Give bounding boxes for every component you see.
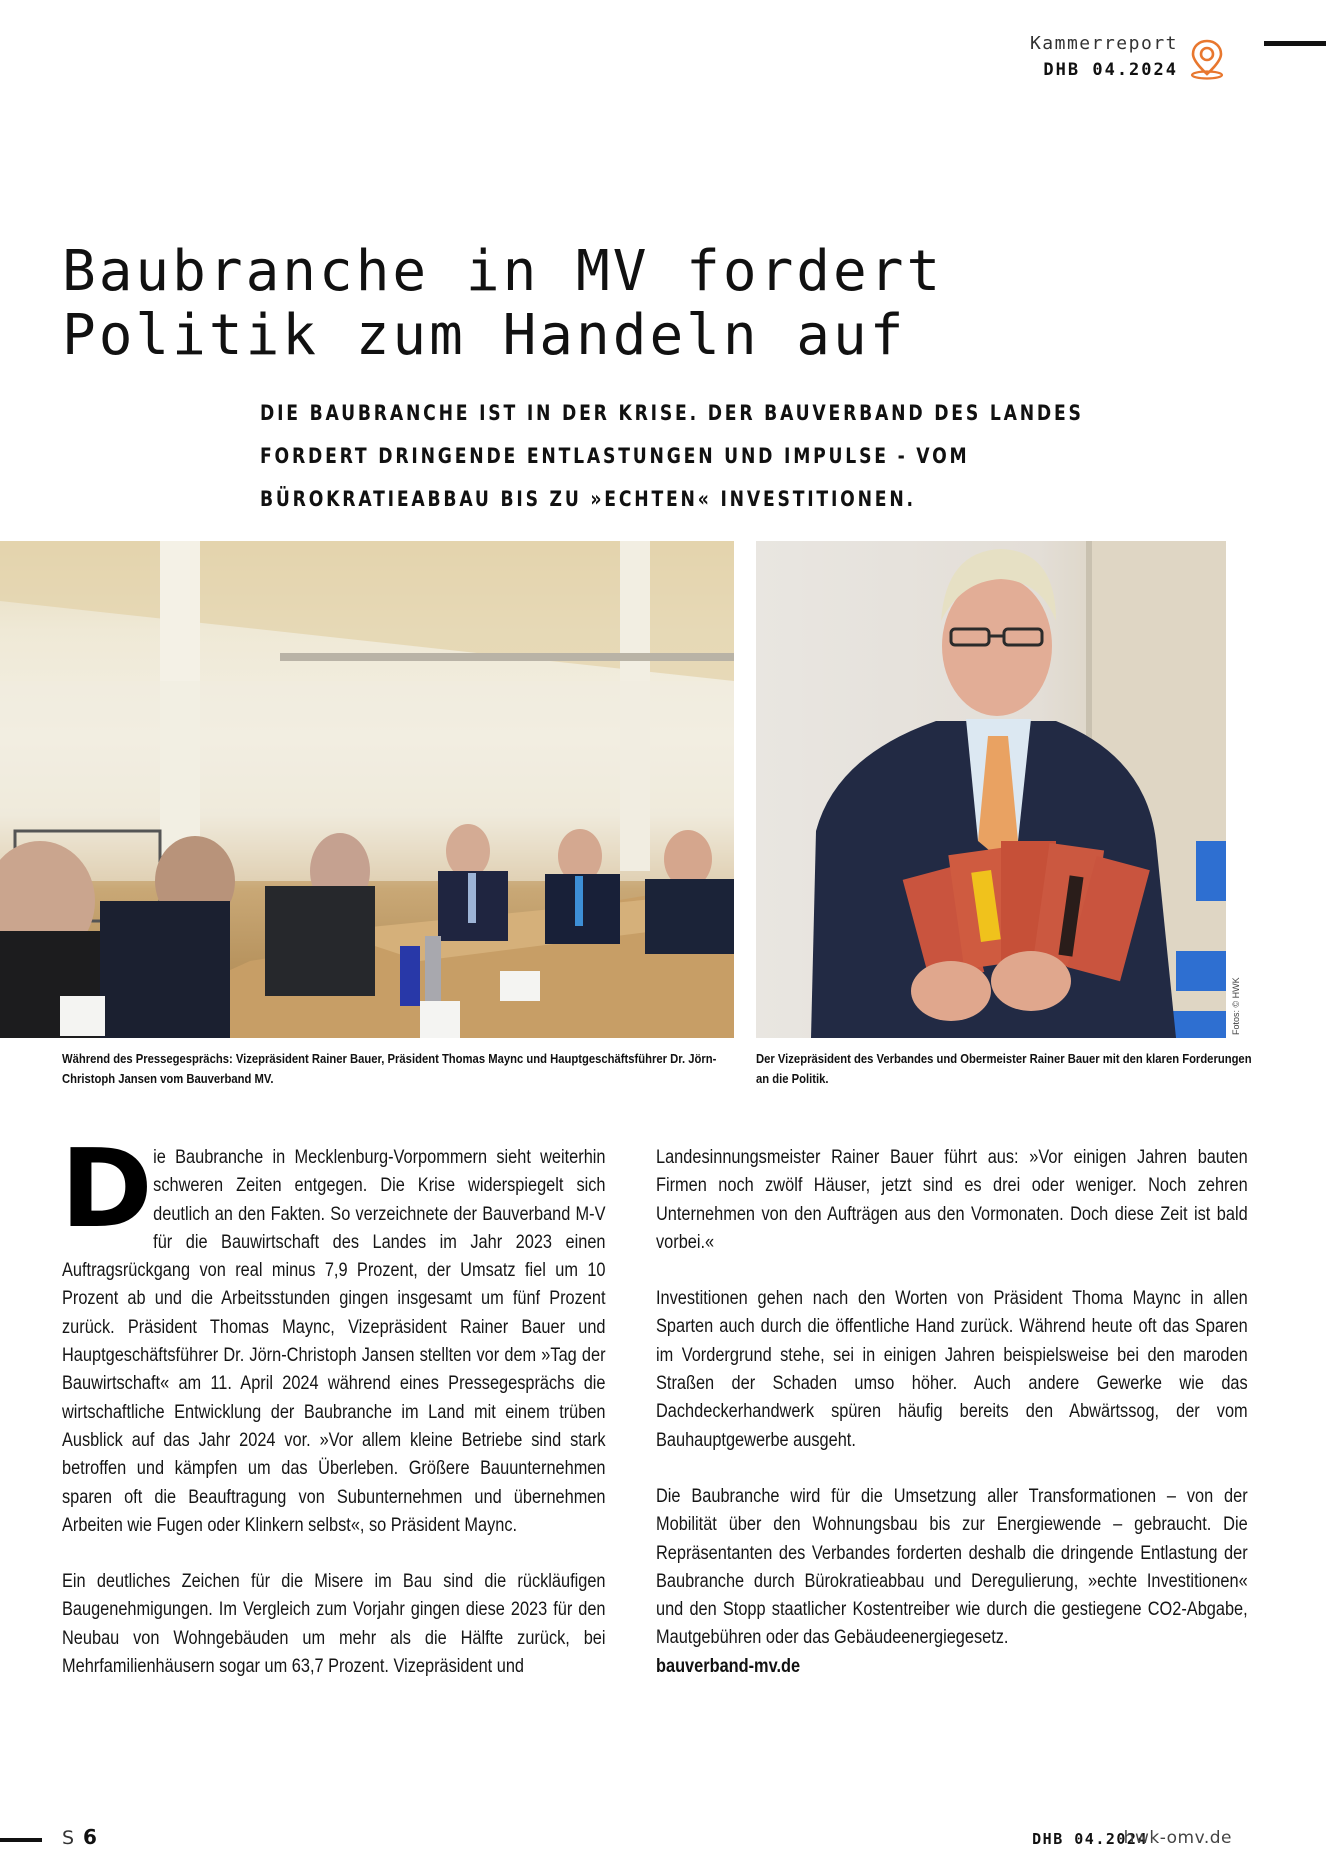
article-lead: DIE BAUBRANCHE IST IN DER KRISE. DER BAUVERBAND DES LANDES FORDERT DRINGENDE ENTLASTUNGEN UND IMPULSE - VOM BÜROKRATIEABBAU BIS ZU »ECHTEN« INVESTITIONEN.	[260, 401, 1084, 511]
body-column-left	[60, 1127, 606, 1709]
page-number: 6	[83, 1825, 97, 1849]
footer-rule	[0, 1838, 42, 1842]
page-prefix: S	[62, 1827, 75, 1849]
header-rule	[1264, 41, 1326, 46]
portrait-illustration	[756, 541, 1226, 1038]
vice-president-portrait-photo	[756, 541, 1226, 1038]
section-label: Kammerreport	[1029, 33, 1178, 54]
body-paragraph: Die Baubranche wird für die Umsetzung aller Transformationen – von der Mobilität über den Wohnungsbau bis zur Energiewende – gebraucht. Die Repräsentanten des Verbandes forderten deshalb die dringende Entlastung der Baubranche durch Bürokratieabbau und Deregulierung, »echte Investitionen« und den Stopp staatlicher Kostentreiber wie durch die gestiegene CO2-Abgabe, Mautgebühren oder das Gebäudeenergiegesetz.	[656, 1485, 1248, 1649]
drop-cap: D	[60, 1127, 153, 1252]
issue-label: DHB 04.2024	[1043, 60, 1178, 80]
title-line-2: Politik zum Handeln auf	[62, 303, 907, 368]
photo-caption-2: Der Vizepräsident des Verbandes und Obermeister Rainer Bauer mit den klaren Forderungen an die Politik.	[756, 1052, 1252, 1086]
title-line-1: Baubranche in MV fordert	[62, 239, 944, 304]
footer-website[interactable]: hwk-omv.de	[1123, 1828, 1232, 1848]
body-paragraph-text: ie Baubranche in Mecklenburg-Vorpommern sieht weiterhin schweren Zeiten entgegen. Die Krise widerspiegelt sich deutlich an den Fakten. So verzeichnete der Bauverband M-V für die Bauwirtschaft des Landes im Jahr 2023 einen Auftragsrückgang von real minus 7,9 Prozent, der Umsatz fiel um 10 Prozent ab und die Arbeitsstunden gingen insgesamt um fünf Prozent zurück. Präsident Thomas Maync, Vizepräsident Rainer Bauer und Hauptgeschäftsführer Dr. Jörn-Christoph Jansen stellten vor dem »Tag der Bauwirtschaft« am 11. April 2024 während eines Pressegesprächs die wirtschaftliche Entwicklung der Baubranche im Land mit einem trüben Ausblick auf das Jahr 2024 vor. »Vor allem kleine Betriebe sind stark betroffen und kämpfen um das Überleben. Größere Bauunternehmen sparen oft die Beauftragung von Subunternehmen und übernehmen Arbeiten wie Fugen oder Klinkern selbst«, so Präsident Maync.	[62, 1147, 606, 1536]
article-title	[62, 240, 1112, 368]
photo-caption-1: Während des Pressegesprächs: Vizepräsident Rainer Bauer, Präsident Thomas Maync und Hauptgeschäftsführer Dr. Jörn-Christoph Jansen vom Bauverband MV.	[62, 1052, 717, 1086]
source-website-link[interactable]: bauverband-mv.de	[656, 1655, 801, 1677]
body-paragraph	[60, 1127, 606, 1540]
footer-issue: DHB 04.2024	[1032, 1830, 1148, 1848]
body-paragraph: Ein deutliches Zeichen für die Misere im Bau sind die rückläufigen Baugenehmigungen. Im Vergleich zum Vorjahr gingen diese 2023 für den Neubau von Wohngebäuden um mehr als die Hälfte zurück, bei Mehrfamilienhäusern sogar um 63,7 Prozent. Vizepräsident und	[62, 1571, 606, 1678]
map-pin-icon	[1184, 36, 1230, 82]
photo-credit: Fotos: © HWK	[1231, 977, 1241, 1035]
body-paragraph: Investitionen gehen nach den Worten von Präsident Thoma Maync in allen Sparten auch durch die öffentliche Hand zurück. Während heute oft das Sparen im Vordergrund stehe, sei in einigen Jahren beispielsweise bei den maroden Straßen der Schaden umso höher. Auch andere Gewerke wie das Dachdeckerhandwerk spüren häufig bereits den Abwärtssog, der vom Bauhauptgewerbe ausgeht.	[656, 1288, 1248, 1451]
body-paragraph: Landesinnungsmeister Rainer Bauer führt aus: »Vor einigen Jahren bauten Firmen noch zwölf Häuser, jetzt sind es drei oder weniger. Noch zehren Unternehmen von den Aufträgen aus den Vormonaten. Doch diese Zeit ist bald vorbei.«	[656, 1147, 1248, 1253]
press-conference-photo	[0, 541, 734, 1038]
press-conference-illustration	[0, 541, 734, 1038]
body-column-right	[656, 1144, 1248, 1681]
